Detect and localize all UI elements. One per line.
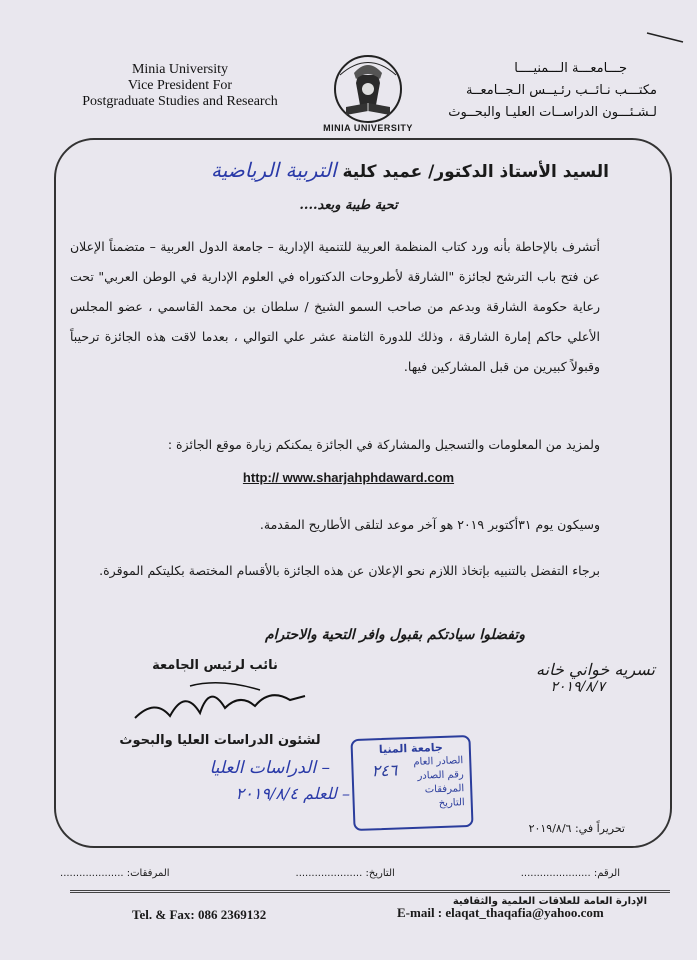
date-written: تحريراً في: ٢٠١٩/٨/٦ bbox=[528, 822, 625, 835]
signatory-title-dept: لشئون الدراسات العليا والبحوث bbox=[119, 733, 321, 748]
footer-fields bbox=[60, 868, 620, 879]
closing-line: وتفضلوا سيادتكم بقبول وافر التحية والاحترام bbox=[264, 627, 526, 643]
left-note-line-2: – للعلم ٢٠١٩/٨/٤ bbox=[235, 784, 350, 803]
pen-mark-decoration bbox=[645, 30, 685, 44]
addressee-handwritten: التربية الرياضية bbox=[211, 158, 337, 182]
stamp-line-3: رقم الصادر bbox=[417, 769, 464, 782]
paragraph-request: برجاء التفضل بالتنبيه بإتخاذ اللازم نحو الإعلان عن هذه الجائزة بالأقسام المختصة بكليتكم الموقرة. bbox=[99, 563, 600, 578]
ar-header-line-2: مكتـــب نـائــب رئـيــس الـجــامعــة bbox=[465, 83, 657, 98]
ar-header-line-3: لـشـئـــون الدراســات العليـا والبحــوث bbox=[448, 105, 657, 120]
footer-field-number: الرقم: ...................... bbox=[520, 868, 620, 879]
paragraph-more-info: ولمزيد من المعلومات والتسجيل والمشاركة في الجائزة يمكنكم زيارة موقع الجائزة : bbox=[167, 437, 600, 452]
handwritten-note-right bbox=[445, 660, 655, 715]
arabic-header bbox=[387, 58, 657, 124]
footer-field-date: التاريخ: ..................... bbox=[295, 868, 395, 879]
addressee-printed: السيد الأستاذ الدكتور/ عميد كلية bbox=[342, 162, 609, 182]
right-note-text: تسريه خواني خانه bbox=[536, 660, 655, 679]
right-note-date: ٢٠١٩/٨/٧ bbox=[550, 679, 605, 695]
footer-divider bbox=[70, 890, 670, 893]
left-note-line-1: – الدراسات العليا bbox=[209, 758, 330, 778]
award-website-link[interactable]: http:// www.sharjahphdaward.com bbox=[242, 470, 455, 485]
email-address[interactable]: E-mail : elaqat_thaqafia@yahoo.com bbox=[397, 905, 604, 920]
greeting: تحية طيبة وبعد.... bbox=[299, 198, 398, 213]
stamp-line-1: جامعة المنيا bbox=[378, 740, 443, 757]
signature-icon bbox=[130, 678, 310, 728]
en-header-line-1: Minia University bbox=[131, 62, 229, 77]
incoming-stamp bbox=[350, 735, 473, 831]
stamp-line-4: المرفقات bbox=[424, 783, 465, 796]
ar-header-line-1: جـــامعـــة الـــمنيــــا bbox=[514, 61, 627, 76]
en-header-line-2: Vice President For bbox=[127, 78, 233, 93]
english-header bbox=[60, 62, 300, 110]
footer-field-attachments: المرفقات: .................... bbox=[60, 868, 170, 879]
stamp-line-5: التاريخ bbox=[438, 797, 465, 810]
logo-caption: MINIA UNIVERSITY bbox=[323, 123, 413, 133]
department-name: الإدارة العامة للعلاقات العلمية والثقافية bbox=[452, 896, 647, 907]
signatory-title-vp: نائب لرئيس الجامعة bbox=[152, 658, 278, 673]
paragraph-deadline: وسيكون يوم ٣١أكتوبر ٢٠١٩ هو آخر موعد لتلقى الأطاريح المقدمة. bbox=[259, 517, 600, 532]
en-header-line-3: Postgraduate Studies and Research bbox=[82, 94, 278, 109]
addressee-line bbox=[89, 158, 609, 182]
handwritten-note-left bbox=[120, 758, 350, 833]
stamp-line-2: الصادر العام bbox=[413, 755, 464, 768]
stamp-number: ٢٤٦ bbox=[371, 760, 398, 781]
paragraph-announcement: أتشرف بالإحاطة بأنه ورد كتاب المنظمة العربية للتنمية الإدارية – جامعة الدول العربية – متضمناً الإعلان عن فتح باب الترشح لجائزة "الشارقة لأطروحات الدكتوراه في العلوم الإدارية في الوطن العربي" تحت رعاية حكومة الشارقة وبدعم من صاحب السمو الشيخ / سلطان بن محمد القاسمي ، عضو المجلس الأعلي حاكم إمارة الشارقة ، وذلك للدورة الثامنة عشر علي التوالي ، بعدما لاقت هذه الجائزة ترحيباً وقبولاً كبيرين من قبل المشاركين فيها. bbox=[70, 239, 600, 374]
telephone-fax: Tel. & Fax: 086 2369132 bbox=[132, 907, 267, 922]
